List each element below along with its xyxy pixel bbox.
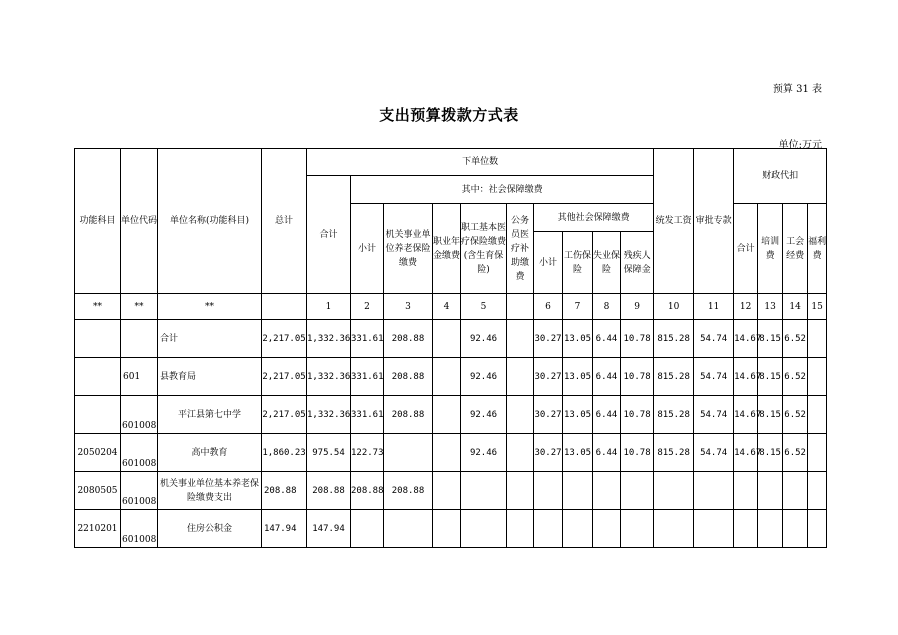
value-cell: 54.74 xyxy=(694,396,734,434)
table-number: 预算 31 表 xyxy=(772,84,822,95)
value-cell: 10.78 xyxy=(621,320,654,358)
value-cell: 8.15 xyxy=(758,358,783,396)
index-row xyxy=(75,294,827,320)
value-cell xyxy=(563,472,593,510)
header-unemployment: 失业保险 xyxy=(593,232,621,294)
value-cell xyxy=(534,472,563,510)
header-disabled-fund: 残疾人保障金 xyxy=(621,232,654,294)
header-welfare: 福利费 xyxy=(808,204,827,294)
header-unit-name: 单位名称(功能科目) xyxy=(158,149,262,294)
budget-table xyxy=(74,148,827,548)
value-cell xyxy=(734,472,758,510)
value-cell: 6.52 xyxy=(783,396,808,434)
value-cell: 10.78 xyxy=(621,434,654,472)
value-cell xyxy=(808,472,827,510)
value-cell xyxy=(783,472,808,510)
value-cell xyxy=(433,320,461,358)
value-cell: 30.27 xyxy=(534,434,563,472)
value-cell xyxy=(808,358,827,396)
total-cell: 2,217.05 xyxy=(262,358,307,396)
index-cell: ** xyxy=(158,294,262,320)
value-cell: 54.74 xyxy=(694,358,734,396)
table-row xyxy=(75,358,827,396)
total-cell: 2,217.05 xyxy=(262,320,307,358)
value-cell xyxy=(593,472,621,510)
value-cell: 208.88 xyxy=(351,472,384,510)
unit-code-cell: 601008 xyxy=(121,472,158,510)
index-cell: 10 xyxy=(654,294,694,320)
value-cell xyxy=(433,396,461,434)
value-cell: 6.52 xyxy=(783,320,808,358)
value-cell xyxy=(808,510,827,548)
value-cell: 208.88 xyxy=(307,472,351,510)
value-cell: 331.61 xyxy=(351,320,384,358)
value-cell xyxy=(808,320,827,358)
value-cell: 975.54 xyxy=(307,434,351,472)
unit-code-cell: 601 xyxy=(121,358,158,396)
value-cell xyxy=(808,396,827,434)
value-cell xyxy=(694,472,734,510)
header-wage-issue: 统发工资 xyxy=(654,149,694,294)
value-cell: 208.88 xyxy=(384,396,433,434)
value-cell xyxy=(621,510,654,548)
value-cell: 13.05 xyxy=(563,358,593,396)
value-cell: 92.46 xyxy=(461,320,507,358)
value-cell xyxy=(783,510,808,548)
index-cell: 5 xyxy=(461,294,507,320)
unit-name-cell: 高中教育 xyxy=(158,434,262,472)
value-cell: 13.05 xyxy=(563,320,593,358)
index-cell: 4 xyxy=(433,294,461,320)
value-cell: 208.88 xyxy=(384,320,433,358)
value-cell: 14.67 xyxy=(734,396,758,434)
value-cell xyxy=(433,358,461,396)
index-cell: ** xyxy=(121,294,158,320)
header-training: 培训费 xyxy=(758,204,783,294)
value-cell xyxy=(433,472,461,510)
value-cell: 10.78 xyxy=(621,396,654,434)
index-cell: ** xyxy=(75,294,121,320)
value-cell: 6.44 xyxy=(593,396,621,434)
value-cell: 14.67 xyxy=(734,320,758,358)
value-cell: 815.28 xyxy=(654,320,694,358)
value-cell xyxy=(534,510,563,548)
value-cell: 14.67 xyxy=(734,434,758,472)
index-cell: 1 xyxy=(307,294,351,320)
unit-name-cell: 住房公积金 xyxy=(158,510,262,548)
index-cell xyxy=(507,294,534,320)
value-cell: 122.73 xyxy=(351,434,384,472)
total-cell: 147.94 xyxy=(262,510,307,548)
value-cell: 14.67 xyxy=(734,358,758,396)
table-row xyxy=(75,320,827,358)
index-cell: 13 xyxy=(758,294,783,320)
value-cell: 8.15 xyxy=(758,434,783,472)
index-cell xyxy=(262,294,307,320)
index-cell: 6 xyxy=(534,294,563,320)
value-cell xyxy=(758,472,783,510)
header-subtotal: 小计 xyxy=(351,204,384,294)
value-cell: 6.44 xyxy=(593,434,621,472)
table-row xyxy=(75,472,827,510)
value-cell: 6.44 xyxy=(593,358,621,396)
header-fd-total: 合计 xyxy=(734,204,758,294)
value-cell xyxy=(654,510,694,548)
total-cell: 208.88 xyxy=(262,472,307,510)
unit-label: 单位:万元 xyxy=(778,140,822,151)
header-lower-unit-count: 下单位数 xyxy=(307,149,654,176)
value-cell xyxy=(433,510,461,548)
value-cell: 13.05 xyxy=(563,434,593,472)
value-cell: 6.52 xyxy=(783,434,808,472)
index-cell: 8 xyxy=(593,294,621,320)
value-cell xyxy=(351,510,384,548)
header-social-insurance: 其中：社会保障缴费 xyxy=(351,176,654,204)
value-cell: 1,332.36 xyxy=(307,396,351,434)
value-cell: 54.74 xyxy=(694,434,734,472)
value-cell xyxy=(507,510,534,548)
table-row xyxy=(75,434,827,472)
value-cell: 147.94 xyxy=(307,510,351,548)
value-cell: 1,332.36 xyxy=(307,320,351,358)
value-cell xyxy=(654,472,694,510)
value-cell: 8.15 xyxy=(758,396,783,434)
unit-code-cell: 601008 xyxy=(121,434,158,472)
func-code-cell: 2080505 xyxy=(75,472,121,510)
header-civil-servant-medical: 公务员医疗补助缴费 xyxy=(507,204,534,294)
unit-name-cell: 县教育局 xyxy=(158,358,262,396)
value-cell xyxy=(461,472,507,510)
value-cell xyxy=(694,510,734,548)
value-cell xyxy=(507,472,534,510)
value-cell xyxy=(758,510,783,548)
index-cell: 11 xyxy=(694,294,734,320)
unit-name-cell: 合计 xyxy=(158,320,262,358)
table-row xyxy=(75,396,827,434)
value-cell xyxy=(808,434,827,472)
header-occupational-annuity: 职业年金缴费 xyxy=(433,204,461,294)
value-cell: 10.78 xyxy=(621,358,654,396)
value-cell xyxy=(433,434,461,472)
index-cell: 9 xyxy=(621,294,654,320)
func-code-cell: 2210201 xyxy=(75,510,121,548)
header-unit-code: 单位代码 xyxy=(121,149,158,294)
index-cell: 15 xyxy=(808,294,827,320)
value-cell xyxy=(507,434,534,472)
page-title: 支出预算拨款方式表 xyxy=(379,106,519,124)
header-func-subject: 功能科目 xyxy=(75,149,121,294)
value-cell: 815.28 xyxy=(654,434,694,472)
index-cell: 12 xyxy=(734,294,758,320)
header-approval-special: 审批专款 xyxy=(694,149,734,294)
value-cell: 815.28 xyxy=(654,396,694,434)
value-cell xyxy=(507,320,534,358)
unit-code-cell: 601008 xyxy=(121,510,158,548)
header-total: 总计 xyxy=(262,149,307,294)
value-cell: 54.74 xyxy=(694,320,734,358)
value-cell xyxy=(384,434,433,472)
index-cell: 7 xyxy=(563,294,593,320)
header-finance-deduct: 财政代扣 xyxy=(734,149,827,204)
value-cell xyxy=(507,358,534,396)
total-cell: 2,217.05 xyxy=(262,396,307,434)
header-other-social: 其他社会保障缴费 xyxy=(534,204,654,232)
value-cell: 92.46 xyxy=(461,396,507,434)
header-union: 工会经费 xyxy=(783,204,808,294)
header-subtotal-a: 合计 xyxy=(307,176,351,294)
value-cell: 92.46 xyxy=(461,358,507,396)
value-cell: 13.05 xyxy=(563,396,593,434)
func-code-cell xyxy=(75,396,121,434)
unit-name-cell: 平江县第七中学 xyxy=(158,396,262,434)
header-medical: 职工基本医疗保险缴费(含生育保险) xyxy=(461,204,507,294)
value-cell: 331.61 xyxy=(351,396,384,434)
value-cell: 1,332.36 xyxy=(307,358,351,396)
value-cell: 208.88 xyxy=(384,472,433,510)
func-code-cell: 2050204 xyxy=(75,434,121,472)
value-cell: 815.28 xyxy=(654,358,694,396)
value-cell: 30.27 xyxy=(534,396,563,434)
value-cell: 30.27 xyxy=(534,320,563,358)
value-cell: 331.61 xyxy=(351,358,384,396)
value-cell: 6.44 xyxy=(593,320,621,358)
header-pension: 机关事业单位养老保险缴费 xyxy=(384,204,433,294)
value-cell: 92.46 xyxy=(461,434,507,472)
table-row xyxy=(75,510,827,548)
header-other-subtotal: 小计 xyxy=(534,232,563,294)
func-code-cell xyxy=(75,320,121,358)
value-cell xyxy=(563,510,593,548)
header-work-injury: 工伤保险 xyxy=(563,232,593,294)
unit-name-cell: 机关事业单位基本养老保险缴费支出 xyxy=(158,472,262,510)
index-cell: 14 xyxy=(783,294,808,320)
value-cell: 8.15 xyxy=(758,320,783,358)
value-cell xyxy=(461,510,507,548)
value-cell xyxy=(734,510,758,548)
value-cell: 30.27 xyxy=(534,358,563,396)
value-cell xyxy=(593,510,621,548)
value-cell xyxy=(384,510,433,548)
func-code-cell xyxy=(75,358,121,396)
unit-code-cell: 601008 xyxy=(121,396,158,434)
value-cell xyxy=(507,396,534,434)
index-cell: 2 xyxy=(351,294,384,320)
value-cell: 208.88 xyxy=(384,358,433,396)
unit-code-cell xyxy=(121,320,158,358)
value-cell xyxy=(621,472,654,510)
total-cell: 1,860.23 xyxy=(262,434,307,472)
value-cell: 6.52 xyxy=(783,358,808,396)
index-cell: 3 xyxy=(384,294,433,320)
